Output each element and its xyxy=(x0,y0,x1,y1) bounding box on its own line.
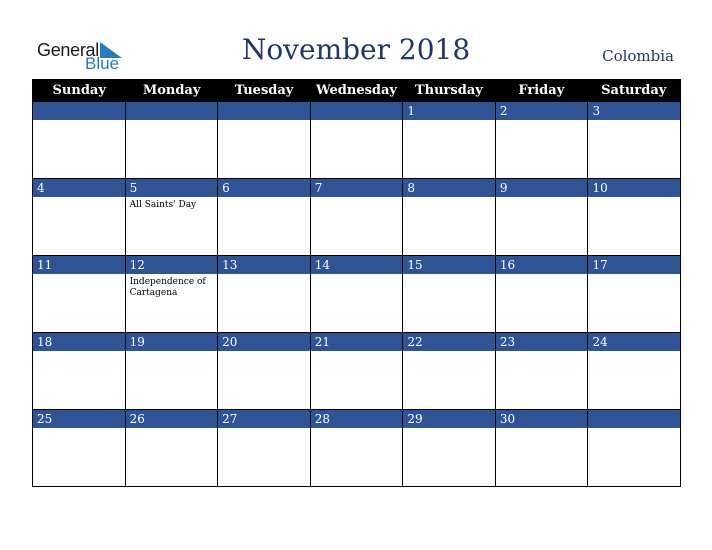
holiday-label xyxy=(496,274,588,277)
day-cell[interactable] xyxy=(217,179,310,255)
day-cell[interactable] xyxy=(495,333,588,409)
country-label: Colombia xyxy=(602,47,674,65)
day-number: 7 xyxy=(311,179,403,197)
holiday-label xyxy=(218,351,310,354)
day-number: 1 xyxy=(403,102,495,120)
day-cell[interactable] xyxy=(495,179,588,255)
holiday-label xyxy=(218,120,310,123)
weekday-saturday: Saturday xyxy=(601,83,667,98)
day-cell[interactable] xyxy=(33,256,125,332)
day-number: 24 xyxy=(588,333,680,351)
day-cell[interactable] xyxy=(310,256,403,332)
holiday-label xyxy=(588,351,680,354)
day-number: 29 xyxy=(403,410,495,428)
day-cell[interactable] xyxy=(587,102,680,178)
holiday-label xyxy=(588,197,680,200)
day-number: 21 xyxy=(311,333,403,351)
day-number xyxy=(311,102,403,120)
holiday-label xyxy=(588,120,680,123)
day-number: 26 xyxy=(126,410,218,428)
holiday-label xyxy=(218,428,310,431)
day-cell[interactable] xyxy=(33,179,125,255)
day-number: 5 xyxy=(126,179,218,197)
day-number: 18 xyxy=(33,333,125,351)
day-number: 22 xyxy=(403,333,495,351)
day-cell[interactable] xyxy=(125,410,218,486)
day-number: 6 xyxy=(218,179,310,197)
day-cell[interactable] xyxy=(33,410,125,486)
day-cell[interactable] xyxy=(310,410,403,486)
weekday-tuesday: Tuesday xyxy=(234,83,294,98)
day-cell[interactable] xyxy=(33,102,125,178)
day-cell[interactable] xyxy=(495,256,588,332)
day-number: 16 xyxy=(496,256,588,274)
holiday-label xyxy=(403,274,495,277)
day-number xyxy=(33,102,125,120)
holiday-label xyxy=(126,120,218,123)
day-number: 14 xyxy=(311,256,403,274)
holiday-label xyxy=(496,351,588,354)
holiday-label xyxy=(496,197,588,200)
day-cell[interactable] xyxy=(402,333,495,409)
day-cell[interactable] xyxy=(310,102,403,178)
weekday-wednesday: Wednesday xyxy=(315,83,397,98)
week-row xyxy=(33,102,680,178)
day-number: 8 xyxy=(403,179,495,197)
holiday-label xyxy=(33,428,125,431)
holiday-label xyxy=(33,197,125,200)
day-number xyxy=(126,102,218,120)
day-cell[interactable] xyxy=(125,102,218,178)
day-cell[interactable] xyxy=(310,179,403,255)
day-cell[interactable] xyxy=(402,256,495,332)
holiday-label xyxy=(311,428,403,431)
day-cell[interactable] xyxy=(587,256,680,332)
day-cell[interactable] xyxy=(125,333,218,409)
logo-general-text: General xyxy=(37,40,99,60)
holiday-label xyxy=(126,351,218,354)
week-row xyxy=(33,255,680,332)
weekday-header xyxy=(33,80,680,102)
day-cell[interactable] xyxy=(402,102,495,178)
day-cell[interactable] xyxy=(587,410,680,486)
holiday-label xyxy=(33,351,125,354)
day-number: 2 xyxy=(496,102,588,120)
holiday-label xyxy=(403,428,495,431)
day-cell[interactable] xyxy=(310,333,403,409)
day-number xyxy=(588,410,680,428)
holiday-label xyxy=(496,428,588,431)
day-cell[interactable] xyxy=(587,179,680,255)
day-number: 17 xyxy=(588,256,680,274)
day-number: 12 xyxy=(126,256,218,274)
day-number: 23 xyxy=(496,333,588,351)
day-number: 4 xyxy=(33,179,125,197)
weekday-friday: Friday xyxy=(518,83,565,98)
holiday-label xyxy=(311,274,403,277)
day-number: 3 xyxy=(588,102,680,120)
holiday-label xyxy=(126,428,218,431)
day-cell[interactable] xyxy=(402,410,495,486)
day-number: 30 xyxy=(496,410,588,428)
holiday-label xyxy=(33,274,125,277)
holiday-label: All Saints' Day xyxy=(129,200,197,210)
calendar-title: November 2018 xyxy=(241,33,471,66)
day-cell[interactable] xyxy=(33,333,125,409)
holiday-label xyxy=(311,197,403,200)
day-number: 9 xyxy=(496,179,588,197)
holiday-label xyxy=(218,274,310,277)
week-row xyxy=(33,178,680,255)
day-number: 13 xyxy=(218,256,310,274)
day-number: 19 xyxy=(126,333,218,351)
day-cell[interactable] xyxy=(495,410,588,486)
day-cell[interactable] xyxy=(587,333,680,409)
weekday-monday: Monday xyxy=(142,83,201,98)
holiday-label xyxy=(588,428,680,431)
holiday-label xyxy=(311,351,403,354)
day-number: 28 xyxy=(311,410,403,428)
holiday-label xyxy=(403,351,495,354)
calendar-grid xyxy=(32,79,681,487)
weeks-container xyxy=(33,102,680,486)
day-cell[interactable] xyxy=(217,333,310,409)
holiday-label xyxy=(403,197,495,200)
holiday-label xyxy=(588,274,680,277)
day-cell[interactable] xyxy=(217,256,310,332)
holiday-label xyxy=(403,120,495,123)
holiday-label xyxy=(33,120,125,123)
logo-blue-text: Blue xyxy=(85,54,120,73)
day-number: 11 xyxy=(33,256,125,274)
day-cell[interactable] xyxy=(125,179,218,255)
day-number: 10 xyxy=(588,179,680,197)
holiday-label xyxy=(218,197,310,200)
weekday-thursday: Thursday xyxy=(414,83,483,98)
week-row xyxy=(33,409,680,486)
day-cell[interactable] xyxy=(217,102,310,178)
week-row xyxy=(33,332,680,409)
day-number: 27 xyxy=(218,410,310,428)
day-number: 20 xyxy=(218,333,310,351)
day-cell[interactable] xyxy=(217,410,310,486)
day-number xyxy=(218,102,310,120)
holiday-label xyxy=(311,120,403,123)
day-cell[interactable] xyxy=(495,102,588,178)
day-cell[interactable] xyxy=(402,179,495,255)
day-cell[interactable] xyxy=(125,256,218,332)
day-number: 25 xyxy=(33,410,125,428)
weekday-sunday: Sunday xyxy=(52,83,106,98)
holiday-label xyxy=(496,120,588,123)
day-number: 15 xyxy=(403,256,495,274)
holiday-label: Independence of Cartagena xyxy=(129,277,206,298)
